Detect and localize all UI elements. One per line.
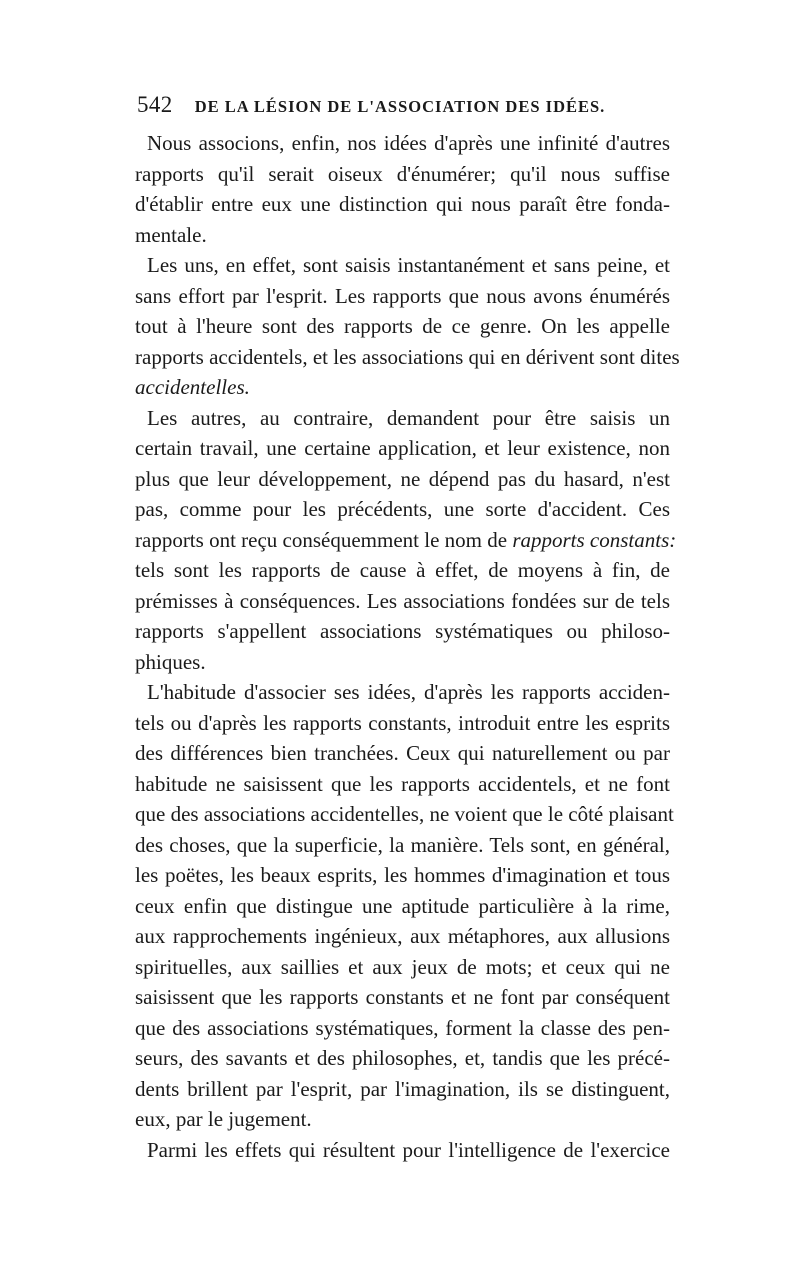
text-line: des différences bien tranchées. Ceux qui naturellement ou par [135,741,670,765]
text-line: Les autres, au contraire, demandent pour être saisis un [147,405,670,430]
text-line: Nous associons, enfin, nos idées d'après une infinité d'autres [147,131,670,155]
text-line: prémisses à conséquences. Les associations fondées sur de tels [135,588,670,613]
text-line: habitude ne saisissent que les rapports accidentels, et ne font [135,771,670,796]
text-line: plus que leur développement, ne dépend pas du hasard, n'est [135,466,670,491]
text-line: L'habitude d'associer ses idées, d'après les rapports acciden- [147,680,670,704]
text-segment: rapports ont reçu conséquemment le nom de [135,527,513,552]
text-line: Parmi les effets qui résultent pour l'intelligence de l'exercice [147,1137,670,1162]
text-line: certain travail, une certaine application, et leur existence, non [135,436,670,460]
paragraph-2 [135,250,680,403]
text-line: rapports accidentels, et les associations qui en dérivent sont dites [135,344,680,369]
text-line: tels sont les rapports de cause à effet, de moyens à fin, de [135,558,670,582]
text-line: rapports qu'il serait oiseux d'énumérer; qu'il nous suffise [135,161,670,186]
text-line: eux, par le jugement. [135,1107,312,1131]
running-head [137,92,677,122]
text-line: d'établir entre eux une distinction qui nous paraît être fonda- [135,192,670,216]
text-line: spirituelles, aux saillies et aux jeux de mots; et ceux qui ne [135,954,670,979]
paragraph-1 [135,128,670,250]
text-line: tout à l'heure sont des rapports de ce genre. On les appelle [135,314,670,338]
italic-term: accidentelles. [135,375,250,399]
paragraph-3 [135,403,677,678]
text-line: aux rapprochements ingénieux, aux métaphores, aux allusions [135,924,670,948]
italic-term: rapports constants: [512,527,677,552]
text-line: des choses, que la superficie, la manière. Tels sont, en général, [135,832,670,857]
text-line: les poëtes, les beaux esprits, les hommes d'imagination et tous [135,863,670,887]
page-number: 542 [137,92,173,117]
text-line [135,372,670,403]
text-line: Les uns, en effet, sont saisis instantanément et sans peine, et [147,253,670,277]
running-title: DE LA LÉSION DE L'ASSOCIATION DES IDÉES. [194,97,606,116]
paragraph-4 [135,677,674,1135]
text-line: seurs, des savants et des philosophes, et, tandis que les précé- [135,1046,670,1070]
paragraph-5 [135,1135,670,1166]
text-line: ceux enfin que distingue une aptitude particulière à la rime, [135,893,670,918]
text-line: que des associations accidentelles, ne voient que le côté plaisant [135,802,674,826]
text-line: dents brillent par l'esprit, par l'imagination, ils se distinguent, [135,1076,670,1101]
text-line: phiques. [135,649,206,674]
text-line: que des associations systématiques, forment la classe des pen- [135,1015,670,1040]
text-line: rapports s'appellent associations systématiques ou philoso- [135,619,670,643]
body-text [135,128,680,1165]
text-line: pas, comme pour les précédents, une sorte d'accident. Ces [135,497,670,521]
text-line: saisissent que les rapports constants et ne font par conséquent [135,985,670,1009]
text-line: tels ou d'après les rapports constants, introduit entre les esprits [135,710,670,735]
text-line [135,525,677,556]
text-line: mentale. [135,222,207,247]
text-line: sans effort par l'esprit. Les rapports que nous avons énumérés [135,283,670,308]
